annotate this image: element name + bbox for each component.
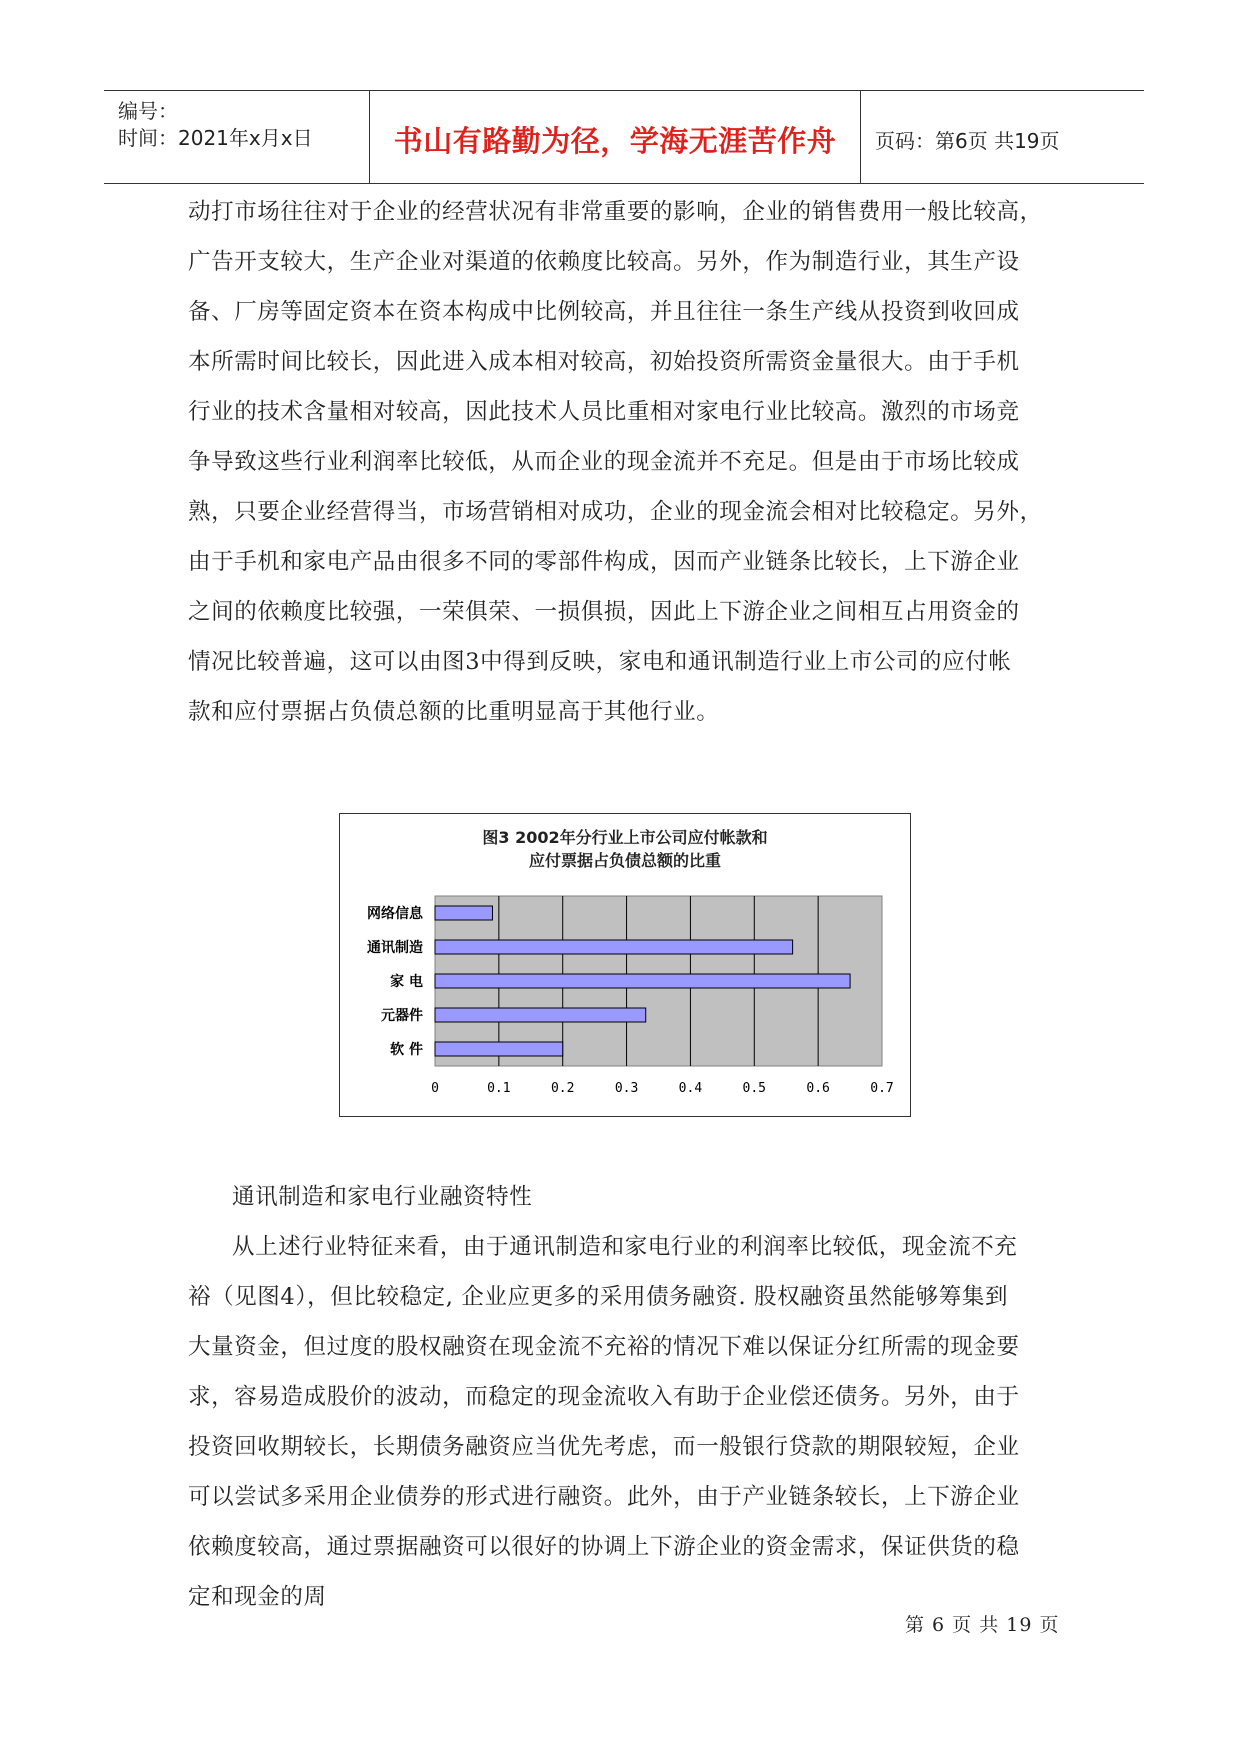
section-heading-text: 通讯制造和家电行业融资特性 [232,1184,533,1210]
page-footer: 第 6 页 共 19 页 [905,1614,1060,1636]
bar [435,1008,646,1022]
section-heading [232,1172,1142,1222]
header-motto-cell [370,91,861,183]
chart-title-line-1: 图3 2002年分行业上市公司应付帐款和 [482,828,768,847]
text-line: 从上述行业特征来看，由于通讯制造和家电行业的利润率比较低，现金流不充 [232,1234,1018,1260]
category-label: 网络信息 [367,906,423,922]
bar [435,1042,563,1056]
category-label: 通讯制造 [367,940,423,956]
chart-figure-3 [339,813,911,1117]
text-line: 定和现金的周 [188,1584,327,1610]
time-label: 时间：2021年x月x日 [118,126,313,150]
text-line: 动打市场往往对于企业的经营状况有非常重要的影响，企业的销售费用一般比较高， [188,199,1043,225]
text-line: 熟，只要企业经营得当，市场营销相对成功，企业的现金流会相对比较稳定。另外， [188,499,1043,525]
category-label: 家 电 [390,974,423,990]
category-label: 软 件 [390,1042,423,1058]
motto: 书山有路勤为径，学海无涯苦作舟 [393,124,837,158]
text-line: 广告开支较大，生产企业对渠道的依赖度比较高。另外，作为制造行业，其生产设 [188,249,1020,275]
paragraph-2 [188,1222,1098,1622]
text-line: 情况比较普遍，这可以由图3中得到反映，家电和通讯制造行业上市公司的应付帐 [188,649,1012,675]
text-line: 投资回收期较长，长期债务融资应当优先考虑，而一般银行贷款的期限较短，企业 [188,1434,1020,1460]
text-line: 裕（见图4），但比较稳定, 企业应更多的采用债务融资. 股权融资虽然能够筹集到 [188,1284,1009,1310]
x-tick-label: 0.2 [550,1081,575,1096]
text-line: 争导致这些行业利润率比较低，从而企业的现金流并不充足。但是由于市场比较成 [188,449,1020,475]
text-line: 依赖度较高，通过票据融资可以很好的协调上下游企业的资金需求，保证供货的稳 [188,1534,1020,1560]
text-line: 大量资金，但过度的股权融资在现金流不充裕的情况下难以保证分红所需的现金要 [188,1334,1020,1360]
text-line: 备、厂房等固定资本在资本构成中比例较高，并且往往一条生产线从投资到收回成 [188,299,1020,325]
x-tick-label: 0.5 [742,1081,767,1096]
page-label: 页码：第6页 共19页 [875,129,1060,153]
chart-title-line-2: 应付票据占负债总额的比重 [528,851,721,870]
text-line: 之间的依赖度比较强，一荣俱荣、一损俱损，因此上下游企业之间相互占用资金的 [188,599,1020,625]
bar [435,974,850,988]
x-tick-label: 0.4 [678,1081,703,1096]
paragraph-1 [188,187,1098,737]
category-label: 元器件 [381,1008,423,1024]
page-header [104,90,1144,184]
chart-plot [340,814,910,1116]
text-line: 由于手机和家电产品由很多不同的零部件构成，因而产业链条比较长，上下游企业 [188,549,1020,575]
text-line: 可以尝试多采用企业债券的形式进行融资。此外，由于产业链条较长，上下游企业 [188,1484,1020,1510]
x-tick-label: 0.3 [614,1081,639,1096]
x-tick-label: 0 [431,1081,439,1096]
bar [435,940,793,954]
text-line: 求，容易造成股价的波动，而稳定的现金流收入有助于企业偿还债务。另外，由于 [188,1384,1020,1410]
header-info-cell [104,91,370,183]
number-label: 编号： [118,99,178,123]
bar [435,906,492,920]
x-tick-label: 0.7 [870,1081,894,1096]
text-line: 款和应付票据占负债总额的比重明显高于其他行业。 [188,699,720,725]
text-line: 本所需时间比较长，因此进入成本相对较高，初始投资所需资金量很大。由于手机 [188,349,1020,375]
x-tick-label: 0.6 [806,1081,830,1096]
text-line: 行业的技术含量相对较高，因此技术人员比重相对家电行业比较高。激烈的市场竞 [188,399,1020,425]
x-tick-label: 0.1 [487,1081,511,1096]
header-page-cell [861,91,1144,183]
